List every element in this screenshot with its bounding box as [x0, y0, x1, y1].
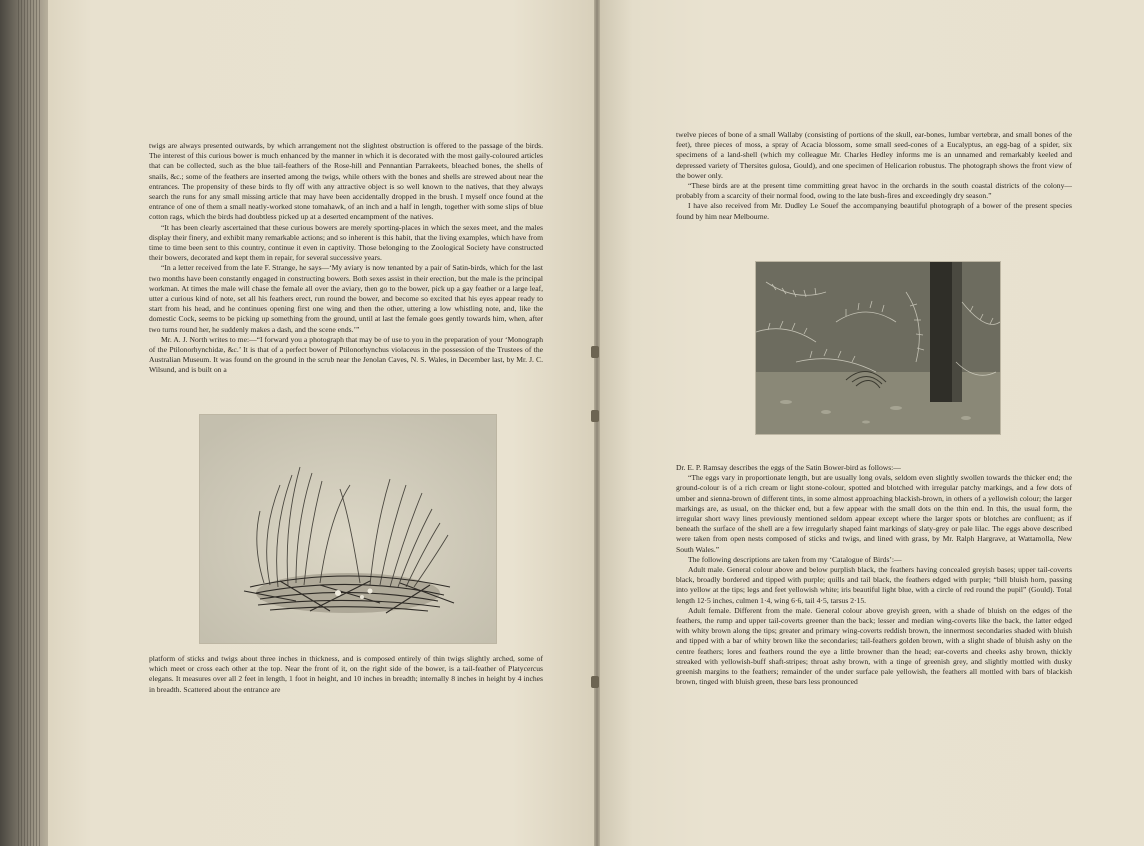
paragraph: The following descriptions are taken from my ‘Catalogue of Birds’:—: [688, 554, 902, 564]
right-page: [600, 0, 1144, 846]
binding-clasp: [591, 410, 599, 422]
binding-clasp: [591, 676, 599, 688]
fern-scene-illustration: [756, 262, 1000, 434]
bower-nest-illustration: [200, 415, 496, 643]
left-page: [48, 0, 594, 846]
bower-fern-photograph: [755, 261, 1001, 435]
page-stack-edge: [0, 0, 48, 846]
paragraph: “In a letter received from the late F. Strange, he says—‘My aviary is now tenanted by a pair of Satin-birds, which for the last two months have been constantly engaged in constructing bowers. Both sexes assist in their erection, but the male is the principal workman. At times the male will chase the female all over the aviary, then go to the bower, pick up a gay feather or a large leaf, utter a curious kind of note, set all his feathers erect, run round the bower, and become so excited that his eyes appear ready to start from his head, and he continues opening first one wing and then the other, uttering a low whistling note, and, like the domestic Cock, seems to be picking up something from the ground, until at last the female goes gently towards him, when, after two turns round her, he suddenly makes a dash, and the scene ends.’”: [149, 263, 543, 334]
paragraph: twelve pieces of bone of a small Wallaby (consisting of portions of the skull, ear-bones, lumbar vertebræ, and small bones of the feet), three pieces of moss, a spray of Acacia blossom, some small seed-cones of a Eucalyptus, an egg-bag of a spider, six specimens of a land-shell (which my colleague Mr. Charles Hedley informs me is an unnamed and remarkably keeled and depressed variety of Thersites gulosa, Gould), and one specimen of Helicarion robustus. The photograph shows the front view of the bower only.: [676, 130, 1072, 180]
paragraph: Dr. E. P. Ramsay describes the eggs of the Satin Bower-bird as follows:—: [676, 463, 901, 472]
bower-photograph: [199, 414, 497, 644]
paragraph: Adult female. Different from the male. General colour above greyish green, with a shade of bluish on the edges of the feathers, the rump and upper tail-coverts greener than the back; lesser and median wing-coverts like the back, the latter edged with whity brown along the tips; greater and primary wing-coverts reddish brown, the innermost secondaries shaded with bluish and tipped with a bar of whity brown like the secondaries; tail-feathers golden brown, with a slight shade of bluish ashy on the centre feathers; lores and feathers round the eye a little browner than the head; ear-coverts and cheeks ashy brown, thickly streaked with yellowish-buff shaft-stripes; throat ashy brown, with a tinge of greenish grey, and slightly mottled with dusky greenish margins to the feathers; remainder of the under surface pale yellowish, the feathers all mottled with bars of blackish brown, tinged with bluish green, these bars less pronounced: [676, 605, 1072, 687]
binding-clasp: [591, 346, 599, 358]
right-text-bottom: [676, 463, 1072, 687]
left-text-bottom: [149, 654, 543, 695]
paragraph: I have also received from Mr. Dudley Le Souef the accompanying beautiful photograph of a bower of the present species found by him near Melbourne.: [676, 201, 1072, 221]
paragraph: twigs are always presented outwards, by which arrangement not the slightest obstruction is offered to the passage of the birds. The interest of this curious bower is much enhanced by the manner in which it is decorated with the most gaily-coloured articles that can be collected, such as the blue tail-feathers of the Rose-hill and Pennantian Parrakeets, bleached bones, the shells of snails, &c.; some of the feathers are inserted among the twigs, while others with the bones and shells are strewed about near the entrances. The propensity of these birds to fly off with any attractive object is so well known to the natives, that they always search the runs for any small missing article that may have been accidentally dropped in the brush. I myself once found at the entrance of one of them a small neatly-worked stone tomahawk, of an inch and a half in length, together with some slips of blue cotton rags, which the birds had doubtless picked up at a deserted encampment of the natives.: [149, 141, 543, 222]
right-text-top: [676, 130, 1072, 222]
paragraph: “The eggs vary in proportionate length, but are usually long ovals, seldom even slightly swollen towards the thicker end; the ground-colour is of a rich cream or light stone-colour, spotted and blotched with irregular patchy markings, and a few dots of umber and sienna-brown of different tints, in some almost approaching blackish-brown, in others of a yellowish colour; the larger markings are, as usual, on the thicker end, but a few appear with the small dots on the thin end. In this, the usual form, the irregular short wavy lines previously mentioned seldom appear except where the larger spots or blotches are confluent; as if beneath the surface of the shell are a few irregularly shaped faint markings of slaty-grey or pale lilac. The eggs above described were taken from open nests composed of sticks and twigs, and lined with grass, by Mr. Ralph Hargrave, at Wattamolla, New South Wales.”: [676, 473, 1072, 554]
paragraph: Adult male. General colour above and below purplish black, the feathers having concealed greyish bases; upper tail-coverts black, broadly bordered and tipped with purple; quills and tail black, the feathers edged with purple; “bill bluish horn, passing into yellow at the tips; legs and feet yellowish white; iris beautiful light blue, with a circle of red round the pupil” (Gould). Total length 12·5 inches, culmen 1·4, wing 6·6, tail 4·5, tarsus 2·15.: [676, 565, 1072, 605]
left-text-top: [149, 141, 543, 376]
paragraph: Mr. A. J. North writes to me:—“I forward you a photograph that may be of use to you in the preparation of your ‘Monograph of the Ptilonorhynchidæ, &c.’ It is that of a perfect bower of Ptilonorhynchus violaceus in the possession of the Trustees of the Australian Museum. It was found on the ground in the scrub near the Jenolan Caves, N. S. Wales, in December last, by Mr. J. C. Wilsund, and is built on a: [149, 334, 543, 375]
paragraph: platform of sticks and twigs about three inches in thickness, and is composed entirely of thin twigs slightly arched, some of which meet or cross each other at the top. Near the front of it, on the right side of the bower, is a tail-feather of Platycercus elegans. It measures over all 2 feet in length, 1 foot in height, and 10 inches in breadth; internally 8 inches in height by 4 inches in breadth. Scattered about the entrance are: [149, 654, 543, 694]
paragraph: “It has been clearly ascertained that these curious bowers are merely sporting-places in which the sexes meet, and the males display their finery, and exhibit many remarkable actions; and so inherent is this habit, that the living examples, which have from time to time been sent to this country, continue it even in captivity. Those belonging to the Zoological Society have constructed their bowers, decorated and kept them in repair, for several successive years.: [149, 222, 543, 263]
paragraph: “These birds are at the present time committing great havoc in the orchards in the south coastal districts of the colony—probably from a scarcity of their normal food, owing to the late bush-fires and exceedingly dry season.”: [676, 181, 1072, 201]
